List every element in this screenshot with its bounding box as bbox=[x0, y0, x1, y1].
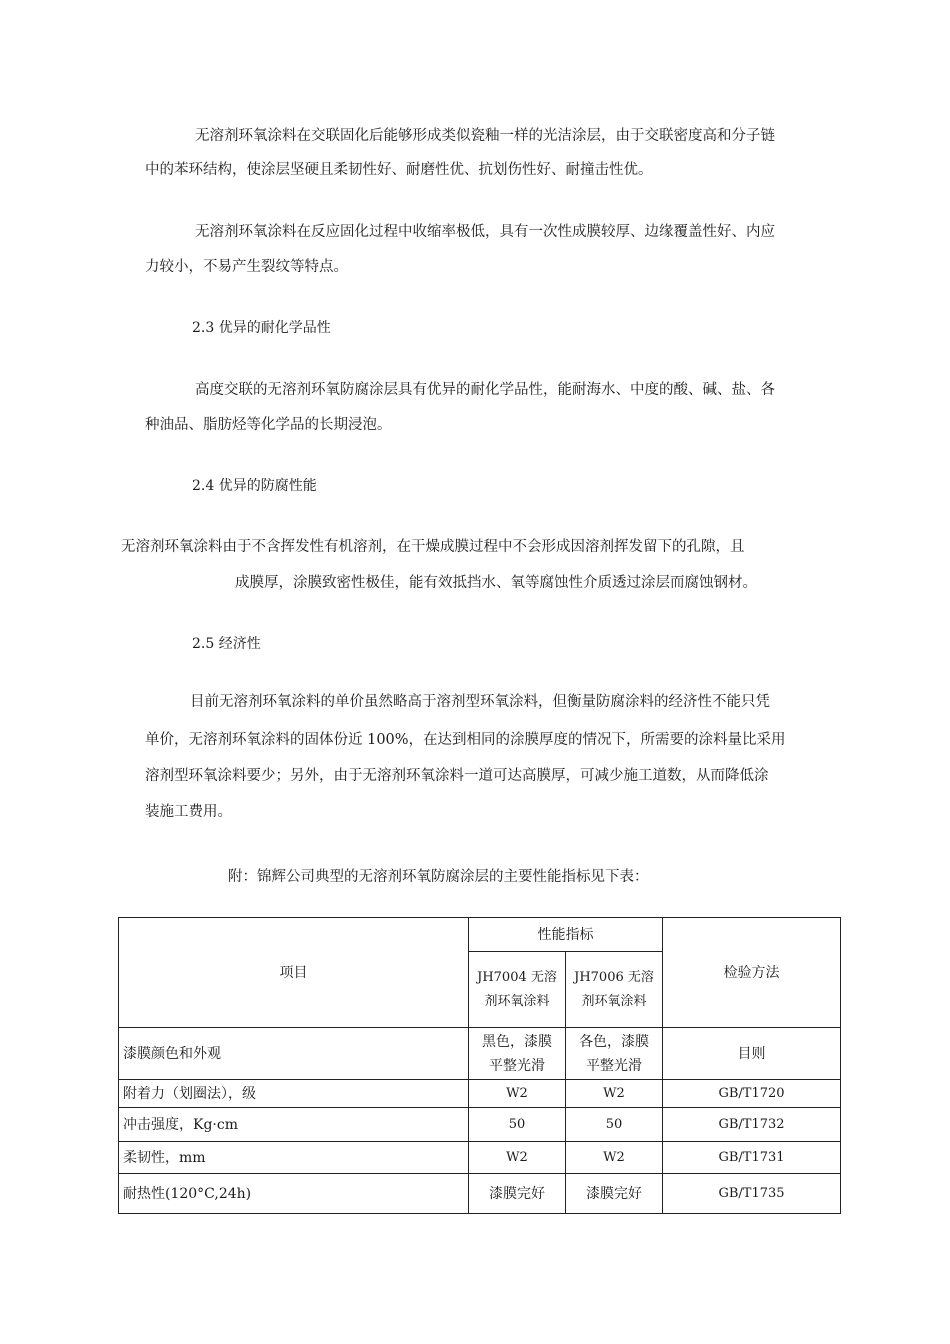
row-item: 耐热性(120°C,24h) bbox=[119, 1174, 469, 1214]
table-row bbox=[119, 1028, 841, 1080]
header-performance: 性能指标 bbox=[469, 918, 663, 952]
performance-table bbox=[118, 917, 841, 1214]
section-heading-2-5: 2.5 经济性 bbox=[192, 636, 261, 652]
paragraph-3-line-1: 高度交联的无溶剂环氧防腐涂层具有优异的耐化学品性，能耐海水、中度的酸、碱、盐、各 bbox=[195, 382, 775, 398]
row-item: 漆膜颜色和外观 bbox=[119, 1028, 469, 1080]
row-method: 目则 bbox=[663, 1028, 841, 1080]
paragraph-2-line-1: 无溶剂环氧涂料在反应固化过程中收缩率极低，具有一次性成膜较厚、边缘覆盖性好、内应 bbox=[195, 224, 775, 240]
row-value-jh7004: 漆膜完好 bbox=[469, 1174, 566, 1214]
header-method: 检验方法 bbox=[663, 918, 841, 1028]
row-item: 柔韧性，mm bbox=[119, 1142, 469, 1174]
row-value-jh7004: W2 bbox=[469, 1080, 566, 1108]
row-method: GB/T1731 bbox=[663, 1142, 841, 1174]
row-value-jh7006: 各色，漆膜 平整光滑 bbox=[566, 1028, 663, 1080]
paragraph-5-line-4: 装施工费用。 bbox=[145, 804, 232, 820]
paragraph-2-line-2: 力较小，不易产生裂纹等特点。 bbox=[145, 259, 348, 275]
paragraph-4-line-1: 无溶剂环氧涂料由于不含挥发性有机溶剂，在干燥成膜过程中不会形成因溶剂挥发留下的孔隙，且 bbox=[121, 539, 745, 555]
section-heading-2-3: 2.3 优异的耐化学品性 bbox=[192, 320, 331, 336]
table-row bbox=[119, 1080, 841, 1108]
table-row bbox=[119, 1142, 841, 1174]
row-value-jh7004: W2 bbox=[469, 1142, 566, 1174]
table-row bbox=[119, 1174, 841, 1214]
paragraph-1-line-1: 无溶剂环氧涂料在交联固化后能够形成类似瓷釉一样的光洁涂层，由于交联密度高和分子链 bbox=[195, 128, 775, 144]
section-heading-2-4: 2.4 优异的防腐性能 bbox=[192, 478, 317, 494]
paragraph-3-line-2: 种油品、脂肪烃等化学品的长期浸泡。 bbox=[145, 417, 392, 433]
row-value-jh7006: 50 bbox=[566, 1108, 663, 1142]
row-value-jh7006: 漆膜完好 bbox=[566, 1174, 663, 1214]
header-item: 项目 bbox=[119, 918, 469, 1028]
header-product-jh7006: JH7006 无溶 剂环氧涂料 bbox=[566, 952, 663, 1028]
paragraph-4-line-2: 成膜厚，涂膜致密性极佳，能有效抵挡水、氧等腐蚀性介质透过涂层而腐蚀钢材。 bbox=[235, 575, 757, 591]
row-item: 附着力（划圈法），级 bbox=[119, 1080, 469, 1108]
paragraph-1-line-2: 中的苯环结构，使涂层坚硬且柔韧性好、耐磨性优、抗划伤性好、耐撞击性优。 bbox=[145, 162, 653, 178]
row-method: GB/T1720 bbox=[663, 1080, 841, 1108]
paragraph-5-line-2: 单价，无溶剂环氧涂料的固体份近 100%，在达到相同的涂膜厚度的情况下，所需要的涂料量比采用 bbox=[145, 732, 786, 748]
appendix-caption: 附：锦辉公司典型的无溶剂环氧防腐涂层的主要性能指标见下表： bbox=[228, 869, 649, 885]
row-value-jh7006: W2 bbox=[566, 1080, 663, 1108]
row-item: 冲击强度，Kg·cm bbox=[119, 1108, 469, 1142]
header-product-jh7004: JH7004 无溶 剂环氧涂料 bbox=[469, 952, 566, 1028]
row-value-jh7006: W2 bbox=[566, 1142, 663, 1174]
row-value-jh7004: 50 bbox=[469, 1108, 566, 1142]
row-method: GB/T1735 bbox=[663, 1174, 841, 1214]
row-value-jh7004: 黑色，漆膜 平整光滑 bbox=[469, 1028, 566, 1080]
paragraph-5-line-3: 溶剂型环氧涂料要少；另外，由于无溶剂环氧涂料一道可达高膜厚，可减少施工道数，从而降低涂 bbox=[145, 768, 769, 784]
paragraph-5-line-1: 目前无溶剂环氧涂料的单价虽然略高于溶剂型环氧涂料，但衡量防腐涂料的经济性不能只凭 bbox=[190, 694, 770, 710]
table-row bbox=[119, 1108, 841, 1142]
row-method: GB/T1732 bbox=[663, 1108, 841, 1142]
